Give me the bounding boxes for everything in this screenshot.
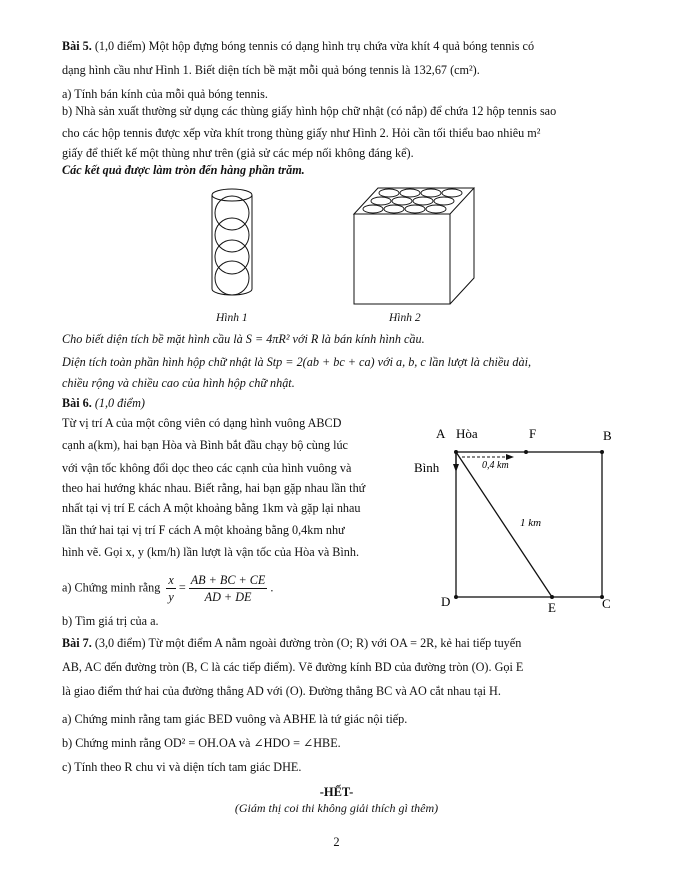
bai7-line2: AB, AC đến đường tròn (B, C là các tiếp điểm). Vẽ đường kính BD của đường tròn (O). Gọi E [62, 660, 524, 674]
bai5-part-b1: b) Nhà sản xuất thường sử dụng các thùng giấy hình hộp chữ nhật (có nắp) để chứa 12 hộp tennis sao [62, 104, 557, 118]
frac-y: y [168, 590, 174, 604]
bai5-part-b3: giấy để thiết kế một thùng như trên (giả sử các mép nối không đáng kể). [62, 146, 414, 160]
proctor-note: (Giám thị coi thi không giải thích gì thêm) [234, 801, 439, 815]
bai6-part-b: b) Tìm giá trị của a. [62, 614, 159, 628]
frac-x: x [168, 573, 174, 587]
bai5-round-note: Các kết quả được làm tròn đến hàng phần trăm. [62, 163, 305, 177]
bai5-line1 [62, 39, 534, 54]
label-af-distance: 0,4 km [482, 460, 509, 471]
bai5-formula-box-2: chiều rộng và chiều cao của hình hộp chữ nhật. [62, 376, 295, 390]
bai6-line5: nhất tại vị trí E cách A một khoảng bằng 1km và gặp lại nhau [62, 501, 361, 515]
fraction-x-over-y [166, 572, 175, 605]
page-number: 2 [333, 835, 340, 849]
bai5-part-a: a) Tính bán kính của mỗi quả bóng tennis. [62, 87, 268, 101]
fraction-main [189, 572, 268, 605]
bai5-formula-sphere: Cho biết diện tích bề mặt hình cầu là S = 4πR² với R là bán kính hình cầu. [62, 332, 425, 346]
figure-1-caption: Hình 1 [216, 312, 248, 324]
bai6-line1: Từ vị trí A của một công viên có dạng hình vuông ABCD [62, 416, 342, 430]
figure-square-abcd [410, 420, 625, 615]
bai6-part-a: a) Chứng minh rằng $\frac{x}{y}$ = $\frac{AB + BC + CE}{AD + DE}$ . [62, 573, 274, 604]
bai5-part-b2: cho các hộp tennis được xếp vừa khít trong thùng giấy như Hình 2. Hỏi cần tối thiểu bao nhiêu m² [62, 126, 541, 140]
bai7-part-c: c) Tính theo R chu vi và diện tích tam giác DHE. [62, 760, 302, 774]
label-F: F [529, 426, 537, 441]
label-ae-distance: 1 km [520, 517, 542, 529]
bai6-line6: lần thứ hai tại vị trí F cách A một khoảng bằng 0,4km như [62, 523, 345, 537]
bai7-part-a: a) Chứng minh rằng tam giác BED vuông và ABHE là tứ giác nội tiếp. [62, 712, 408, 726]
bai7-line3: là giao điểm thứ hai của đường thẳng AD với (O). Đường thẳng BC và AO cắt nhau tại H. [62, 684, 501, 698]
bai6-title: Bài 6. [62, 396, 92, 410]
bai5-title: Bài 5. [62, 39, 92, 53]
bai7-title: Bài 7. [62, 636, 92, 650]
frac-denominator: AD + DE [204, 590, 252, 604]
bai5-formula-box-1: Diện tích toàn phần hình hộp chữ nhật là Stp = 2(ab + bc + ca) với a, b, c lần lượt là chiều dài, [62, 355, 532, 369]
figure-2-box [350, 181, 480, 309]
label-E: E [548, 600, 556, 615]
bai6-line7: hình vẽ. Gọi x, y (km/h) lần lượt là vận tốc của Hòa và Bình. [62, 545, 360, 559]
bai7-text1: Từ một điểm A nằm ngoài đường tròn (O; R) với OA = 2R, kẻ hai tiếp tuyến [148, 636, 522, 650]
label-hoa: Hòa [456, 426, 478, 441]
label-binh: Bình [414, 460, 440, 475]
label-A: A [436, 426, 446, 441]
bai6-heading [62, 396, 145, 411]
bai5-line2: dạng hình cầu như Hình 1. Biết diện tích bề mặt mỗi quả bóng tennis là 132,67 (cm²). [62, 63, 480, 77]
label-D: D [441, 594, 451, 609]
label-B: B [603, 428, 612, 443]
frac-numerator: AB + BC + CE [190, 573, 266, 587]
bai6-line2: cạnh a(km), hai bạn Hòa và Bình bắt đầu chạy bộ cùng lúc [62, 438, 348, 452]
bai5-text1: Một hộp đựng bóng tennis có dạng hình trụ chứa vừa khít 4 quả bóng tennis có [148, 39, 535, 53]
bai5-points: (1,0 điểm) [94, 39, 146, 53]
figure-2-caption: Hình 2 [389, 312, 421, 324]
bai6-a-prefix: a) Chứng minh rằng [62, 580, 161, 595]
label-C: C [602, 596, 611, 611]
bai6-points: (1,0 điểm) [94, 396, 145, 410]
bai6-line3: với vận tốc không đổi dọc theo các cạnh của hình vuông và [62, 461, 352, 475]
figure-1-tennis-tube [208, 186, 258, 302]
bai6-line4: theo hai hướng khác nhau. Biết rằng, hai bạn gặp nhau lần thứ [62, 481, 366, 495]
bai7-line1 [62, 636, 521, 651]
end-marker: -HẾT- [319, 785, 354, 799]
bai7-part-b: b) Chứng minh rằng OD² = OH.OA và ∠HDO = ∠HBE. [62, 736, 341, 750]
bai7-points: (3,0 điểm) [94, 636, 146, 650]
